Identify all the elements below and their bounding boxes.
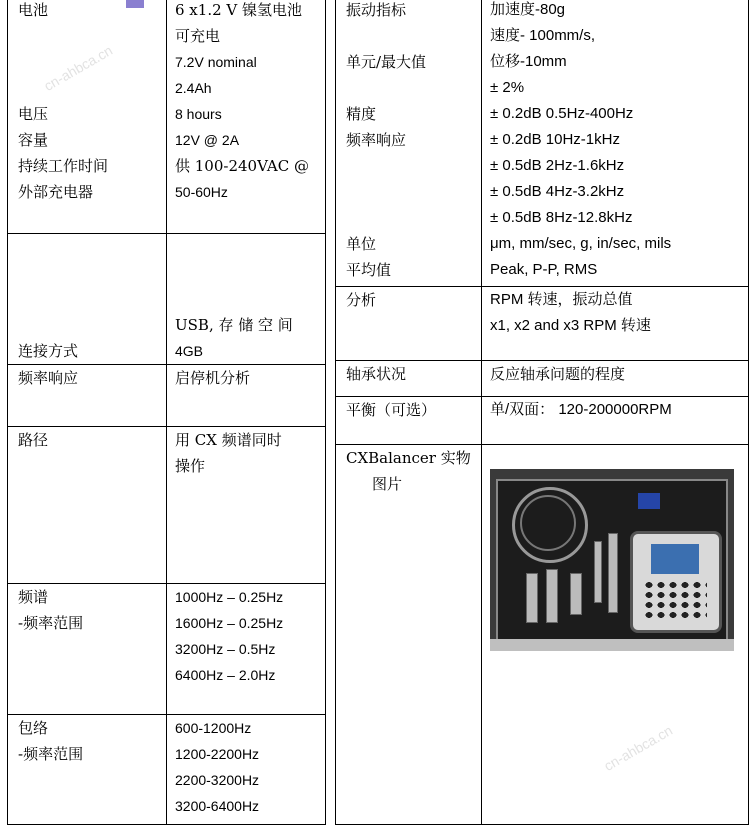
table-row	[336, 0, 749, 287]
value-ac: 供 100-240VAC @	[175, 157, 309, 175]
table-row	[336, 445, 749, 825]
value-startstop: 启停机分析	[175, 369, 251, 387]
table-row	[336, 361, 749, 397]
value-resp-4: ± 0.5dB 4Hz-3.2kHz	[490, 183, 625, 200]
device-keypad	[643, 580, 707, 620]
label-average: 平均值	[346, 261, 392, 279]
table-row	[8, 234, 326, 365]
sensor-probe	[594, 541, 602, 603]
label-capacity: 容量	[18, 131, 49, 149]
label-connection: 连接方式	[18, 342, 79, 360]
table-row	[8, 0, 326, 234]
value-route-2: 操作	[175, 457, 206, 475]
row-value-cell	[482, 287, 749, 361]
row-label-cell	[336, 0, 482, 287]
row-label-cell	[8, 0, 167, 234]
sensor-probe	[546, 569, 558, 623]
carrying-case	[496, 479, 728, 641]
row-value-cell	[167, 365, 326, 427]
table-row	[336, 397, 749, 445]
row-value-cell	[167, 234, 326, 365]
label-runtime: 持续工作时间	[18, 157, 109, 175]
value-balance: 单/双面： 120-200000RPM	[490, 401, 672, 418]
label-envelope: 包络	[18, 719, 49, 737]
value-capacity: 2.4Ah	[175, 80, 212, 96]
label-freq-response: 频率响应	[18, 369, 79, 387]
sensor-probe	[570, 573, 582, 615]
value-analysis-1: RPM 转速，振动总值	[490, 291, 633, 308]
label-bearing: 轴承状况	[346, 365, 407, 383]
value-storage: 4GB	[175, 343, 204, 359]
value-resp-5: ± 0.5dB 8Hz-12.8kHz	[490, 209, 633, 226]
label-vibration: 振动指标	[346, 1, 407, 19]
value-accuracy: ± 2%	[490, 79, 525, 96]
label-unit-max: 单元/最大值	[346, 53, 427, 71]
value-charge: 12V @ 2A	[175, 132, 240, 148]
row-label-cell	[8, 715, 167, 825]
value-envelope-1: 600-1200Hz	[175, 720, 252, 736]
value-units: μm, mm/sec, g, in/sec, mils	[490, 235, 672, 252]
value-hours: 8 hours	[175, 106, 222, 122]
label-accuracy: 精度	[346, 105, 377, 123]
sensor-probe	[608, 533, 618, 613]
table-row	[8, 427, 326, 584]
label-voltage: 电压	[18, 105, 49, 123]
label-spectrum: 频谱	[18, 588, 49, 606]
instrument-kit-photo	[490, 469, 734, 651]
value-freq: 50-60Hz	[175, 184, 228, 200]
table-row	[336, 287, 749, 361]
row-label-cell	[336, 445, 482, 825]
label-units: 单位	[346, 235, 377, 253]
watermark: cn-ahbca.cn	[601, 722, 676, 774]
spec-table-right	[335, 0, 749, 825]
value-resp-2: ± 0.2dB 10Hz-1kHz	[490, 131, 620, 148]
sensor-probe	[526, 573, 538, 623]
row-value-cell	[167, 584, 326, 715]
value-usb: USB, 存 储 空 间	[175, 316, 293, 334]
value-resp-1: ± 0.2dB 0.5Hz-400Hz	[490, 105, 634, 122]
row-value-cell	[167, 427, 326, 584]
value-spectrum-1: 1000Hz – 0.25Hz	[175, 589, 284, 605]
row-value-cell	[482, 0, 749, 287]
value-spectrum-4: 6400Hz – 2.0Hz	[175, 667, 276, 683]
value-nominal-voltage: 7.2V nominal	[175, 54, 257, 70]
row-label-cell	[8, 365, 167, 427]
analyzer-device	[630, 531, 722, 633]
value-rechargeable: 可充电	[175, 27, 221, 45]
value-analysis-2: x1, x2 and x3 RPM 转速	[490, 317, 651, 334]
table-row	[8, 365, 326, 427]
value-resp-3: ± 0.5dB 2Hz-1.6kHz	[490, 157, 625, 174]
row-label-cell	[8, 234, 167, 365]
value-bearing: 反应轴承问题的程度	[490, 365, 626, 383]
value-displacement: 位移-10mm	[490, 53, 567, 70]
value-velocity: 速度- 100mm/s,	[490, 27, 596, 44]
label-photo: CXBalancer 实物	[346, 449, 471, 467]
value-route-1: 用 CX 频谱同时	[175, 431, 282, 449]
value-accel: 加速度-80g	[490, 1, 566, 18]
sensor-blue	[638, 493, 660, 509]
label-route: 路径	[18, 431, 49, 449]
row-label-cell	[336, 361, 482, 397]
value-spectrum-2: 1600Hz – 0.25Hz	[175, 615, 284, 631]
label-balance: 平衡（可选）	[346, 401, 437, 419]
device-screen	[651, 544, 699, 574]
row-label-cell	[8, 427, 167, 584]
row-label-cell	[336, 287, 482, 361]
spec-table-left	[7, 0, 326, 825]
label-spectrum-range: -频率范围	[18, 614, 84, 632]
label-freq-resp: 频率响应	[346, 131, 407, 149]
value-envelope-3: 2200-3200Hz	[175, 772, 260, 788]
row-value-cell	[167, 715, 326, 825]
table-row	[8, 584, 326, 715]
value-average: Peak, P-P, RMS	[490, 261, 598, 278]
label-battery: 电池	[18, 1, 49, 19]
row-label-cell	[336, 397, 482, 445]
value-battery: 6 x1.2 V 镍氢电池	[175, 1, 302, 19]
row-value-cell	[482, 397, 749, 445]
row-value-cell	[482, 361, 749, 397]
label-envelope-range: -频率范围	[18, 745, 84, 763]
table-row	[8, 715, 326, 825]
row-value-cell	[167, 0, 326, 234]
value-envelope-4: 3200-6400Hz	[175, 798, 260, 814]
label-charger: 外部充电器	[18, 183, 94, 201]
value-envelope-2: 1200-2200Hz	[175, 746, 260, 762]
label-analysis: 分析	[346, 291, 377, 309]
label-photo-2: 图片	[372, 475, 403, 493]
row-label-cell	[8, 584, 167, 715]
value-spectrum-3: 3200Hz – 0.5Hz	[175, 641, 276, 657]
watermark: cn-ahbca.cn	[41, 42, 116, 94]
